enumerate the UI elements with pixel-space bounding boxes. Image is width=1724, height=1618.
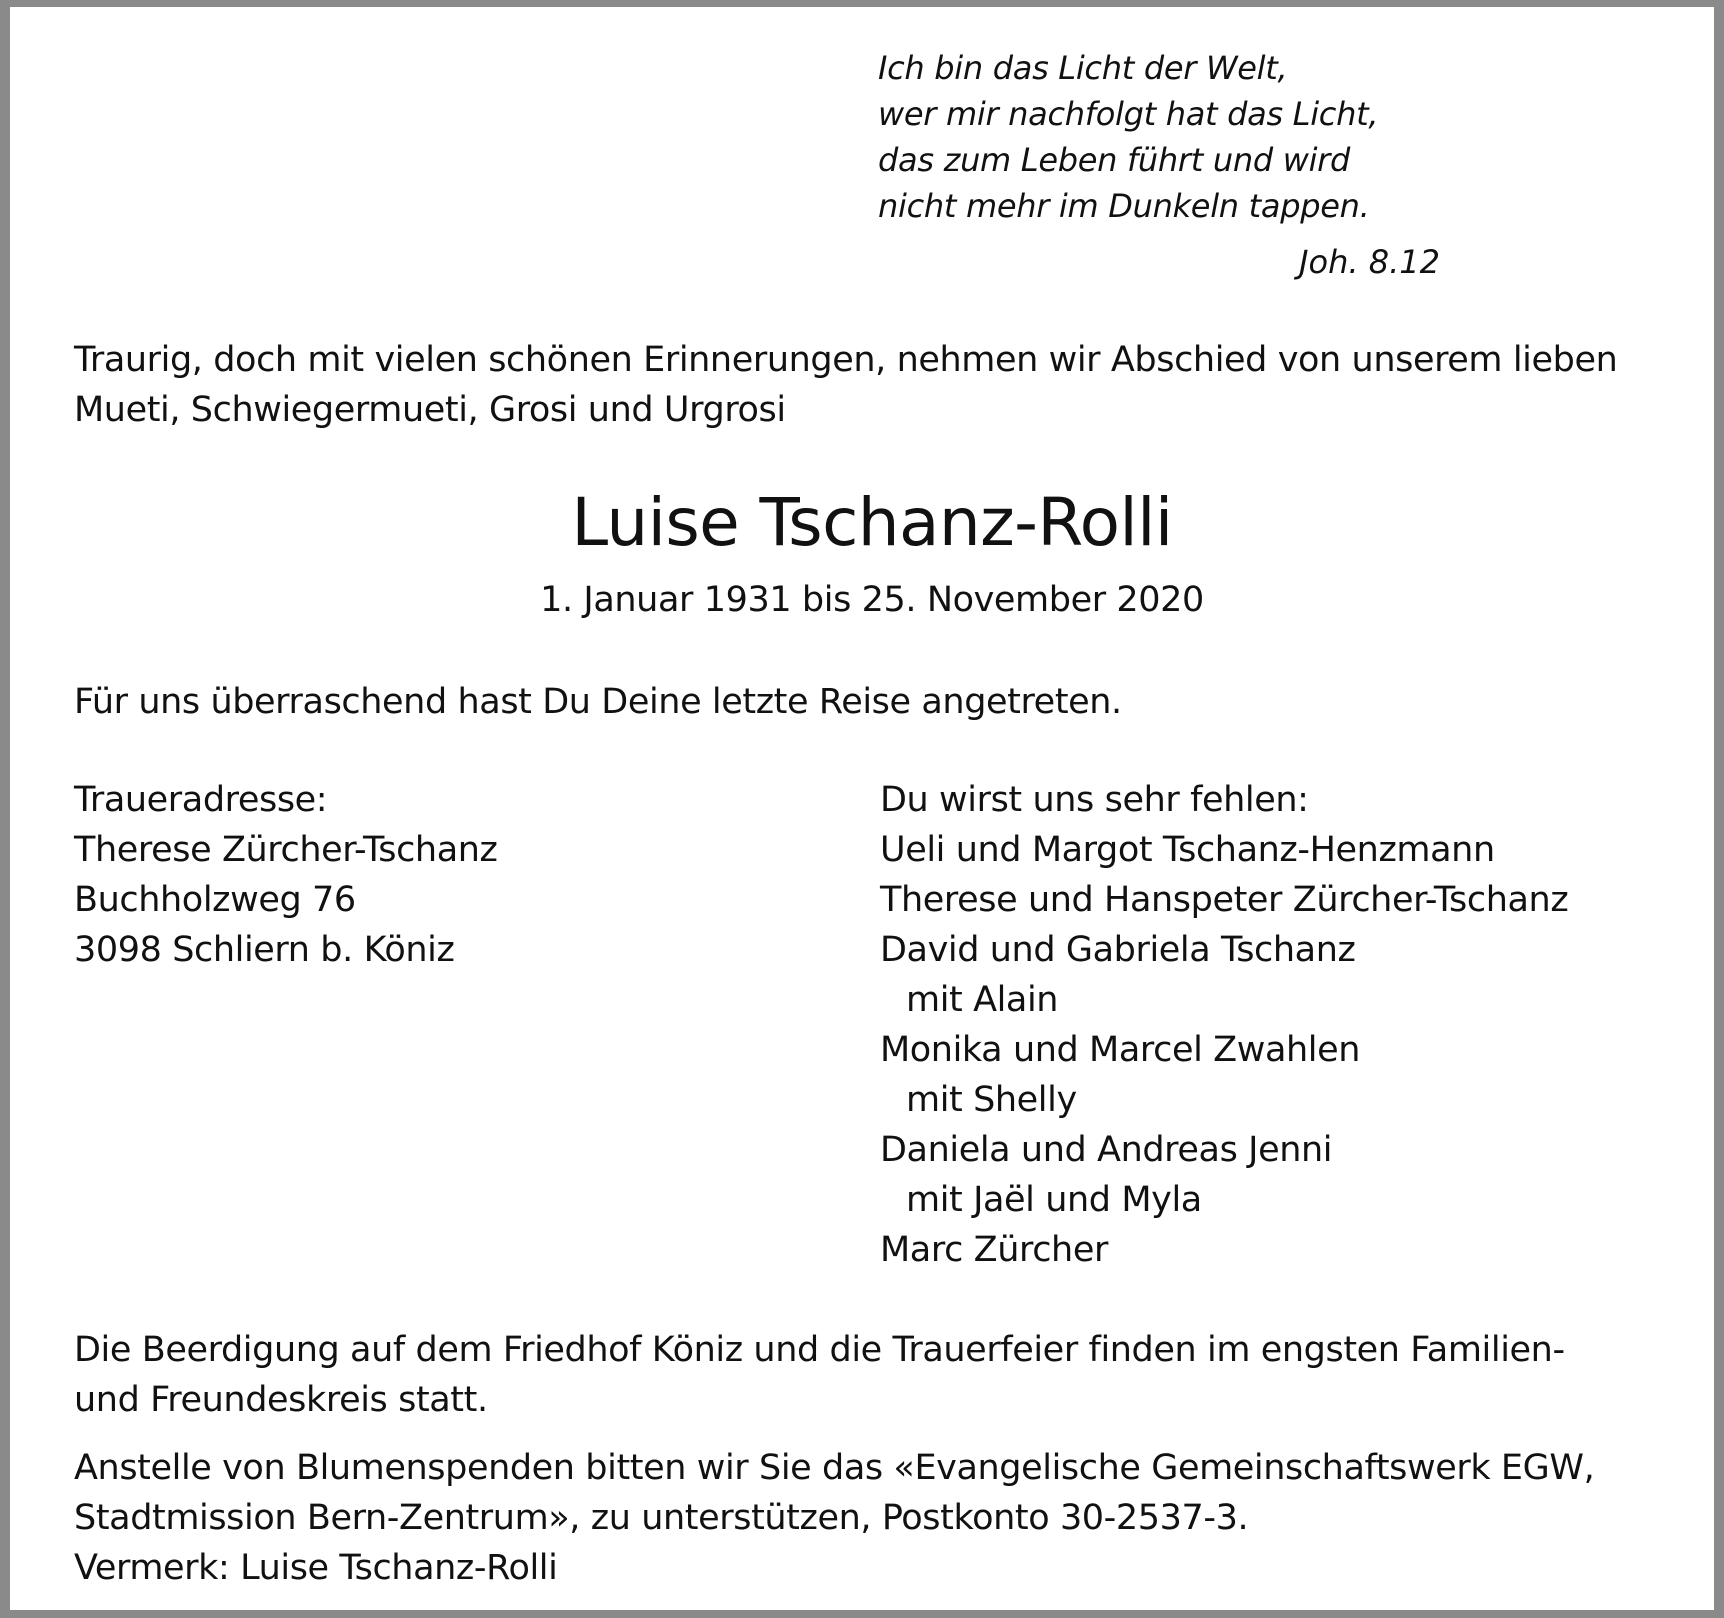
- mourner-line: David und Gabriela Tschanz: [880, 930, 1356, 970]
- mourner-child-line: mit Jaël und Myla: [906, 1180, 1202, 1220]
- intro-line: Traurig, doch mit vielen schönen Erinnerungen, nehmen wir Abschied von unserem lieben: [74, 340, 1618, 380]
- donation-line: Vermerk: Luise Tschanz-Rolli: [74, 1548, 558, 1588]
- mourner-child-line: mit Alain: [906, 980, 1059, 1020]
- donation-paragraph: [74, 1443, 1594, 1593]
- mourner-line: Daniela und Andreas Jenni: [880, 1130, 1333, 1170]
- mourning-address: [74, 775, 498, 975]
- verse-line: das zum Leben führt und wird: [878, 141, 1351, 179]
- donation-line: Anstelle von Blumenspenden bitten wir Sie das «Evangelische Gemeinschaftswerk EGW,: [74, 1448, 1595, 1488]
- address-street: Buchholzweg 76: [74, 880, 356, 920]
- deceased-name: Luise Tschanz-Rolli: [571, 484, 1173, 561]
- funeral-line: und Freundeskreis statt.: [74, 1380, 488, 1420]
- mourner-line: Marc Zürcher: [880, 1230, 1108, 1270]
- mourner-line: Monika und Marcel Zwahlen: [880, 1030, 1361, 1070]
- mourners-list: [880, 775, 1568, 1275]
- address-label: Traueradresse:: [74, 780, 328, 820]
- verse-line: wer mir nachfolgt hat das Licht,: [878, 95, 1379, 133]
- verse-reference: Joh. 8.12: [1299, 243, 1440, 281]
- life-dates: 1. Januar 1931 bis 25. November 2020: [540, 580, 1204, 620]
- mourner-child-line: mit Shelly: [906, 1080, 1077, 1120]
- funeral-paragraph: [74, 1325, 1565, 1425]
- intro-paragraph: [74, 335, 1617, 435]
- donation-line: Stadtmission Bern-Zentrum», zu unterstützen, Postkonto 30-2537-3.: [74, 1498, 1249, 1538]
- address-city: 3098 Schliern b. Köniz: [74, 930, 455, 970]
- journey-text: Für uns überraschend hast Du Deine letzte Reise angetreten.: [74, 682, 1122, 722]
- intro-line: Mueti, Schwiegermueti, Grosi und Urgrosi: [74, 390, 786, 430]
- verse-line: Ich bin das Licht der Welt,: [878, 49, 1288, 87]
- mourner-line: Ueli und Margot Tschanz-Henzmann: [880, 830, 1495, 870]
- mourner-line: Therese und Hanspeter Zürcher-Tschanz: [880, 880, 1569, 920]
- address-name: Therese Zürcher-Tschanz: [74, 830, 498, 870]
- verse-line: nicht mehr im Dunkeln tappen.: [878, 187, 1370, 225]
- funeral-line: Die Beerdigung auf dem Friedhof Köniz und die Trauerfeier finden im engsten Familien-: [74, 1330, 1565, 1370]
- mourners-heading: Du wirst uns sehr fehlen:: [880, 780, 1309, 820]
- bible-verse: [878, 45, 1378, 229]
